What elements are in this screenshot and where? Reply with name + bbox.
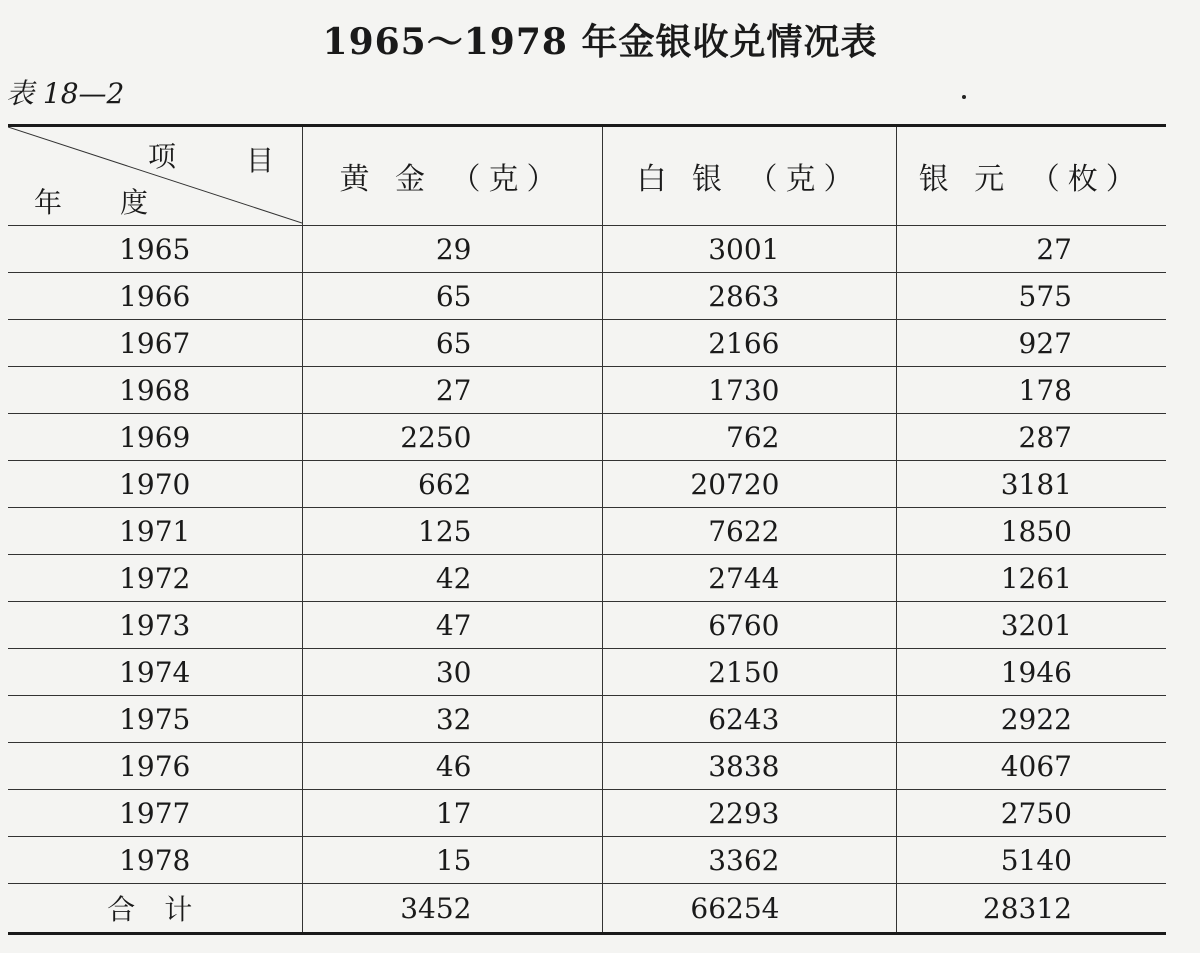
coins-cell: 5140 bbox=[896, 837, 1166, 884]
gold-cell: 125 bbox=[302, 508, 602, 555]
table-row bbox=[8, 320, 1166, 367]
coins-cell: 2750 bbox=[896, 790, 1166, 837]
silver-cell: 3001 bbox=[602, 226, 896, 273]
gold-cell: 17 bbox=[302, 790, 602, 837]
table-row bbox=[8, 602, 1166, 649]
coins-cell: 3181 bbox=[896, 461, 1166, 508]
silver-cell: 1730 bbox=[602, 367, 896, 414]
year-cell: 1967 bbox=[8, 320, 302, 367]
year-cell: 1974 bbox=[8, 649, 302, 696]
coins-cell: 1261 bbox=[896, 555, 1166, 602]
year-cell: 1969 bbox=[8, 414, 302, 461]
silver-cell: 6760 bbox=[602, 602, 896, 649]
coins-cell: 27 bbox=[896, 226, 1166, 273]
gold-cell: 29 bbox=[302, 226, 602, 273]
silver-cell: 2166 bbox=[602, 320, 896, 367]
table-row bbox=[8, 790, 1166, 837]
gold-cell: 2250 bbox=[302, 414, 602, 461]
gold-silver-table bbox=[8, 124, 1166, 935]
column-header-silver: 白 银 （克） bbox=[602, 126, 896, 226]
coins-cell: 178 bbox=[896, 367, 1166, 414]
table-row bbox=[8, 414, 1166, 461]
gold-cell: 65 bbox=[302, 320, 602, 367]
coins-cell: 927 bbox=[896, 320, 1166, 367]
year-cell: 1977 bbox=[8, 790, 302, 837]
year-cell: 1973 bbox=[8, 602, 302, 649]
page-title: 1965～1978 年金银收兑情况表 bbox=[322, 21, 878, 63]
year-cell: 1971 bbox=[8, 508, 302, 555]
silver-cell: 2293 bbox=[602, 790, 896, 837]
corner-year-label-a: 年 bbox=[34, 186, 63, 219]
coins-cell: 4067 bbox=[896, 743, 1166, 790]
speck-mark bbox=[962, 95, 966, 99]
corner-item-label-b: 目 bbox=[246, 144, 275, 177]
gold-cell: 32 bbox=[302, 696, 602, 743]
silver-cell: 6243 bbox=[602, 696, 896, 743]
table-row bbox=[8, 367, 1166, 414]
year-cell: 1978 bbox=[8, 837, 302, 884]
corner-header-cell bbox=[8, 126, 302, 226]
year-cell: 1965 bbox=[8, 226, 302, 273]
silver-cell: 762 bbox=[602, 414, 896, 461]
coins-cell: 575 bbox=[896, 273, 1166, 320]
table-row bbox=[8, 461, 1166, 508]
total-coins-cell: 28312 bbox=[896, 884, 1166, 934]
total-row bbox=[8, 884, 1166, 934]
silver-cell: 3838 bbox=[602, 743, 896, 790]
table-row bbox=[8, 696, 1166, 743]
gold-cell: 30 bbox=[302, 649, 602, 696]
silver-cell: 3362 bbox=[602, 837, 896, 884]
table-label: 表 18—2 bbox=[6, 77, 125, 110]
gold-cell: 46 bbox=[302, 743, 602, 790]
coins-cell: 2922 bbox=[896, 696, 1166, 743]
year-cell: 1975 bbox=[8, 696, 302, 743]
year-cell: 1970 bbox=[8, 461, 302, 508]
year-cell: 1972 bbox=[8, 555, 302, 602]
gold-cell: 42 bbox=[302, 555, 602, 602]
gold-cell: 662 bbox=[302, 461, 602, 508]
table-row bbox=[8, 743, 1166, 790]
silver-cell: 2744 bbox=[602, 555, 896, 602]
coins-cell: 287 bbox=[896, 414, 1166, 461]
coins-cell: 3201 bbox=[896, 602, 1166, 649]
table-row bbox=[8, 226, 1166, 273]
table-row bbox=[8, 273, 1166, 320]
total-gold-cell: 3452 bbox=[302, 884, 602, 934]
year-cell: 1976 bbox=[8, 743, 302, 790]
silver-cell: 2863 bbox=[602, 273, 896, 320]
table-row bbox=[8, 837, 1166, 884]
table-row bbox=[8, 649, 1166, 696]
total-label: 合 计 bbox=[8, 884, 302, 934]
total-silver-cell: 66254 bbox=[602, 884, 896, 934]
table-row bbox=[8, 508, 1166, 555]
column-header-gold: 黄 金 （克） bbox=[302, 126, 602, 226]
header-row bbox=[8, 126, 1166, 226]
gold-cell: 65 bbox=[302, 273, 602, 320]
table-row bbox=[8, 555, 1166, 602]
silver-cell: 7622 bbox=[602, 508, 896, 555]
column-header-coins: 银 元 （枚） bbox=[896, 126, 1166, 226]
year-cell: 1966 bbox=[8, 273, 302, 320]
gold-cell: 47 bbox=[302, 602, 602, 649]
gold-cell: 27 bbox=[302, 367, 602, 414]
year-cell: 1968 bbox=[8, 367, 302, 414]
corner-year-label-b: 度 bbox=[120, 186, 149, 219]
silver-cell: 2150 bbox=[602, 649, 896, 696]
coins-cell: 1946 bbox=[896, 649, 1166, 696]
silver-cell: 20720 bbox=[602, 461, 896, 508]
corner-item-label-a: 项 bbox=[148, 140, 177, 173]
gold-cell: 15 bbox=[302, 837, 602, 884]
coins-cell: 1850 bbox=[896, 508, 1166, 555]
